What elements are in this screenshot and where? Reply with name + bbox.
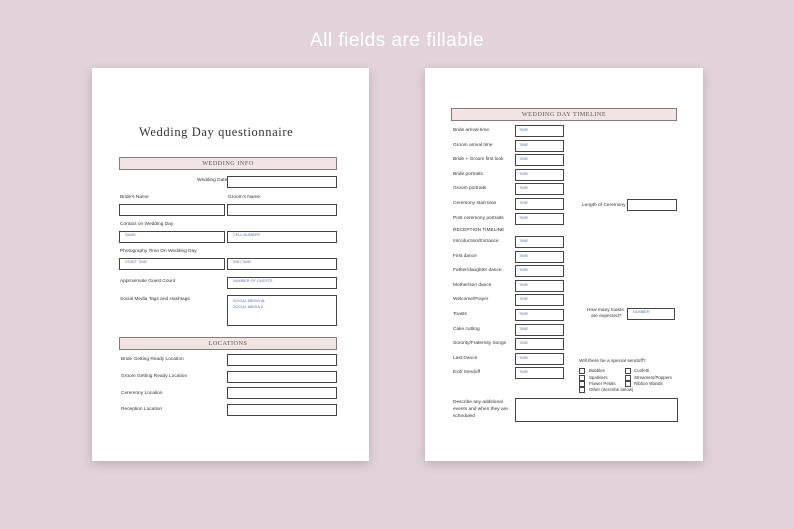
timeline-time-field[interactable]: [515, 324, 564, 336]
bride-ready-field[interactable]: [227, 354, 337, 366]
petals-label: Flower Petals: [589, 381, 616, 386]
ceremony-location-field[interactable]: [227, 387, 337, 399]
sparklers-label: Sparklers: [589, 375, 608, 380]
time-placeholder: TIME: [519, 282, 529, 287]
time-placeholder: TIME: [519, 341, 529, 346]
timeline-label: Cake cutting: [453, 326, 480, 332]
number-placeholder: NUMBER: [633, 310, 650, 314]
ceremony-location-label: Ceremony Location: [121, 391, 163, 396]
section-header-wedding-info: WEDDING INFO: [119, 157, 337, 170]
timeline-time-field[interactable]: [515, 183, 564, 195]
timeline-time-field[interactable]: [515, 140, 564, 152]
timeline-label: Exit/ Sendoff: [453, 370, 481, 376]
other-checkbox[interactable]: [579, 387, 585, 393]
page-title: Wedding Day questionnaire: [139, 125, 294, 139]
bubbles-label: Bubbles: [589, 368, 605, 373]
timeline-label: Introduction/Entrance: [453, 239, 499, 244]
timeline-label: Bride portraits: [453, 171, 483, 177]
time-placeholder: TIME: [519, 186, 529, 191]
timeline-time-field[interactable]: [515, 198, 564, 210]
time-placeholder: TIME: [519, 326, 529, 331]
social-media-label: Social Media Tags and Hashtags: [120, 297, 190, 302]
section-header-timeline: WEDDING DAY TIMELINE: [451, 108, 677, 121]
timeline-label: Toasts: [453, 312, 467, 317]
social-media-placeholder-1: SOCIAL MEDIA @: [233, 299, 265, 303]
photo-time-label: Photography Time On Wedding Day: [120, 249, 197, 254]
time-placeholder: TIME: [519, 297, 529, 302]
time-placeholder: TIME: [519, 215, 529, 220]
groom-ready-label: Groom Getting Ready Location: [121, 374, 188, 379]
time-placeholder: TIME: [519, 253, 529, 258]
describe-label-1: Describe any additional: [453, 400, 503, 405]
describe-label-2: events and when they are: [453, 407, 508, 412]
other-label: Other (describe below): [589, 387, 634, 392]
toasts-question-1: How many toasts: [587, 308, 624, 313]
confetti-label: Confetti: [634, 368, 650, 373]
cell-number-field[interactable]: [227, 231, 337, 243]
timeline-page: [425, 68, 703, 461]
time-placeholder: TIME: [519, 201, 529, 205]
timeline-label: Sorority/Fraternity Songs: [453, 341, 507, 347]
sendoff-question: Will there be a special sendoff?: [579, 359, 646, 364]
time-placeholder: TIME: [519, 157, 529, 162]
toasts-question-2: are expected?: [591, 314, 622, 319]
end-time-field[interactable]: [227, 258, 337, 270]
time-placeholder: TIME: [519, 142, 529, 147]
time-placeholder: TIME: [519, 370, 529, 375]
guest-count-field[interactable]: [227, 277, 337, 289]
social-media-field[interactable]: [227, 295, 337, 326]
timeline-label: Groom arrival time: [453, 142, 493, 148]
groom-ready-field[interactable]: [227, 371, 337, 383]
grooms-name-label: Groom's Name: [228, 195, 261, 200]
timeline-time-field[interactable]: [515, 154, 564, 166]
contact-name-field[interactable]: [119, 231, 225, 243]
length-ceremony-label: Length of Ceremony: [582, 203, 626, 208]
start-time-placeholder: START TIME: [125, 260, 148, 264]
timeline-time-field[interactable]: [515, 125, 564, 137]
toasts-number-field[interactable]: [627, 308, 675, 320]
brides-name-field[interactable]: [119, 204, 225, 216]
time-placeholder: TIME: [519, 128, 529, 132]
timeline-time-field[interactable]: [515, 236, 564, 248]
time-placeholder: TIME: [519, 355, 529, 360]
confetti-checkbox[interactable]: [625, 368, 631, 374]
timeline-label: Welcome/Prayer: [453, 297, 489, 303]
timeline-label: Mother/son dance: [453, 282, 492, 288]
time-placeholder: TIME: [519, 239, 529, 243]
timeline-time-field[interactable]: [515, 338, 564, 350]
time-placeholder: TIME: [519, 312, 529, 316]
time-placeholder: TIME: [519, 171, 529, 176]
timeline-time-field[interactable]: [515, 169, 564, 181]
social-media-placeholder-2: SOCIAL MEDIA #: [233, 305, 263, 309]
reception-location-field[interactable]: [227, 404, 337, 416]
wands-label: Ribbon Wands: [634, 381, 663, 386]
bride-ready-label: Bride Getting Ready Location: [121, 357, 184, 362]
name-placeholder: NAME: [125, 233, 136, 237]
cell-placeholder: CELL NUMBER: [233, 233, 260, 237]
describe-label-3: scheduled: [453, 414, 475, 419]
grooms-name-field[interactable]: [227, 204, 337, 216]
reception-location-label: Reception Location: [121, 407, 163, 412]
timeline-label: Father/daughter dance: [453, 268, 502, 274]
time-placeholder: TIME: [519, 268, 529, 273]
banner-text: All fields are fillable: [309, 30, 485, 51]
bubbles-checkbox[interactable]: [579, 368, 585, 374]
timeline-time-field[interactable]: [515, 353, 564, 365]
timeline-time-field[interactable]: [515, 294, 564, 306]
contact-label: Contact on Wedding Day: [120, 222, 174, 227]
timeline-time-field[interactable]: [515, 213, 564, 225]
streamers-label: Streamers/Poppers: [634, 375, 672, 380]
guest-count-label: Approximate Guest Count: [120, 279, 176, 284]
reception-timeline-label: RECEPTION TIMELINE: [453, 228, 505, 233]
timeline-time-field[interactable]: [515, 367, 564, 379]
timeline-time-field[interactable]: [515, 251, 564, 263]
timeline-time-field[interactable]: [515, 265, 564, 277]
timeline-label: Ceremony start time: [453, 201, 497, 206]
wedding-date-label: Wedding Date: [197, 178, 228, 183]
timeline-label: First dance: [453, 253, 477, 259]
timeline-label: Groom portraits: [453, 186, 487, 192]
timeline-time-field[interactable]: [515, 309, 564, 321]
guests-placeholder: NUMBER OF GUESTS: [233, 279, 273, 283]
length-ceremony-field[interactable]: [627, 199, 677, 211]
timeline-label: Bride + Groom first look: [453, 157, 504, 163]
timeline-label: Last Dance: [453, 355, 478, 361]
section-header-locations: LOCATIONS: [119, 337, 337, 350]
end-time-placeholder: END TIME: [233, 260, 252, 264]
timeline-label: Bride arrival time: [453, 128, 489, 133]
wedding-date-field[interactable]: [227, 176, 337, 188]
start-time-field[interactable]: [119, 258, 225, 270]
describe-events-field[interactable]: [515, 398, 678, 422]
timeline-time-field[interactable]: [515, 280, 564, 292]
questionnaire-page: [92, 68, 369, 461]
timeline-label: Post ceremony portraits: [453, 215, 504, 221]
brides-name-label: Bride's Name: [120, 195, 149, 200]
